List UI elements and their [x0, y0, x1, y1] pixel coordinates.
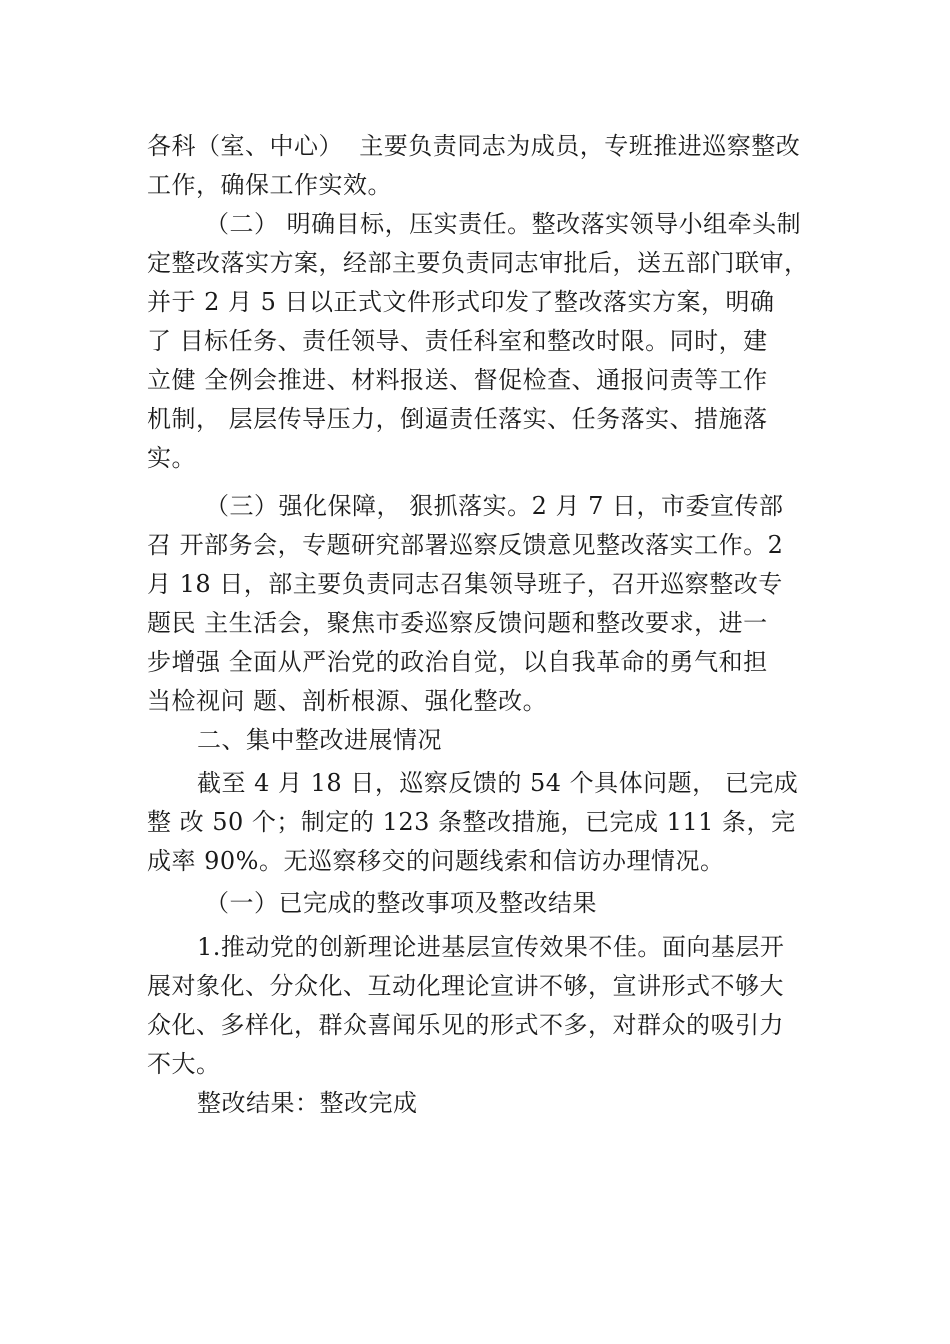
text-line: 整 改 50 个；制定的 123 条整改措施，已完成 111 条，完 [147, 808, 796, 836]
section-heading: 二、集中整改进展情况 [197, 726, 442, 754]
text-line: （三）强化保障， 狠抓落实。2 月 7 日，市委宣传部 [205, 492, 784, 520]
text-line: 不大。 [147, 1050, 221, 1078]
text-line: 展对象化、分众化、互动化理论宣讲不够，宣讲形式不够大 [147, 972, 784, 1000]
text-line: 当检视问 题、剖析根源、强化整改。 [147, 687, 548, 715]
text-line: 整改结果：整改完成 [197, 1089, 418, 1117]
text-line: 定整改落实方案，经部主要负责同志审批后，送五部门联审， [147, 249, 809, 277]
text-line: （二） 明确目标，压实责任。整改落实领导小组牵头制 [205, 210, 802, 238]
text-line: 了 目标任务、责任领导、责任科室和整改时限。同时，建 [147, 327, 768, 355]
text-line: 机制， 层层传导压力，倒逼责任落实、任务落实、措施落 [147, 405, 768, 433]
text-line: 步增强 全面从严治党的政治自觉，以自我革命的勇气和担 [147, 648, 768, 676]
text-line: 实。 [147, 444, 196, 472]
text-line: 立健 全例会推进、材料报送、督促检查、通报问责等工作 [147, 366, 768, 394]
text-line: 并于 2 月 5 日以正式文件形式印发了整改落实方案，明确 [147, 288, 775, 316]
text-line: 众化、多样化，群众喜闻乐见的形式不多，对群众的吸引力 [147, 1011, 784, 1039]
text-line: 月 18 日，部主要负责同志召集领导班子，召开巡察整改专 [147, 570, 783, 598]
text-line: 成率 90%。无巡察移交的问题线索和信访办理情况。 [147, 847, 725, 875]
text-line: 1.推动党的创新理论进基层宣传效果不佳。面向基层开 [197, 933, 785, 961]
text-line: 题民 主生活会，聚焦市委巡察反馈问题和整改要求，进一 [147, 609, 768, 637]
text-line: 工作，确保工作实效。 [147, 171, 392, 199]
text-line: 截至 4 月 18 日，巡察反馈的 54 个具体问题， 已完成 [197, 769, 799, 797]
text-line: 召 开部务会，专题研究部署巡察反馈意见整改落实工作。2 [147, 531, 784, 559]
text-line: 各科（室、中心） 主要负责同志为成员，专班推进巡察整改 [147, 132, 801, 160]
subsection-heading: （一）已完成的整改事项及整改结果 [205, 889, 597, 917]
